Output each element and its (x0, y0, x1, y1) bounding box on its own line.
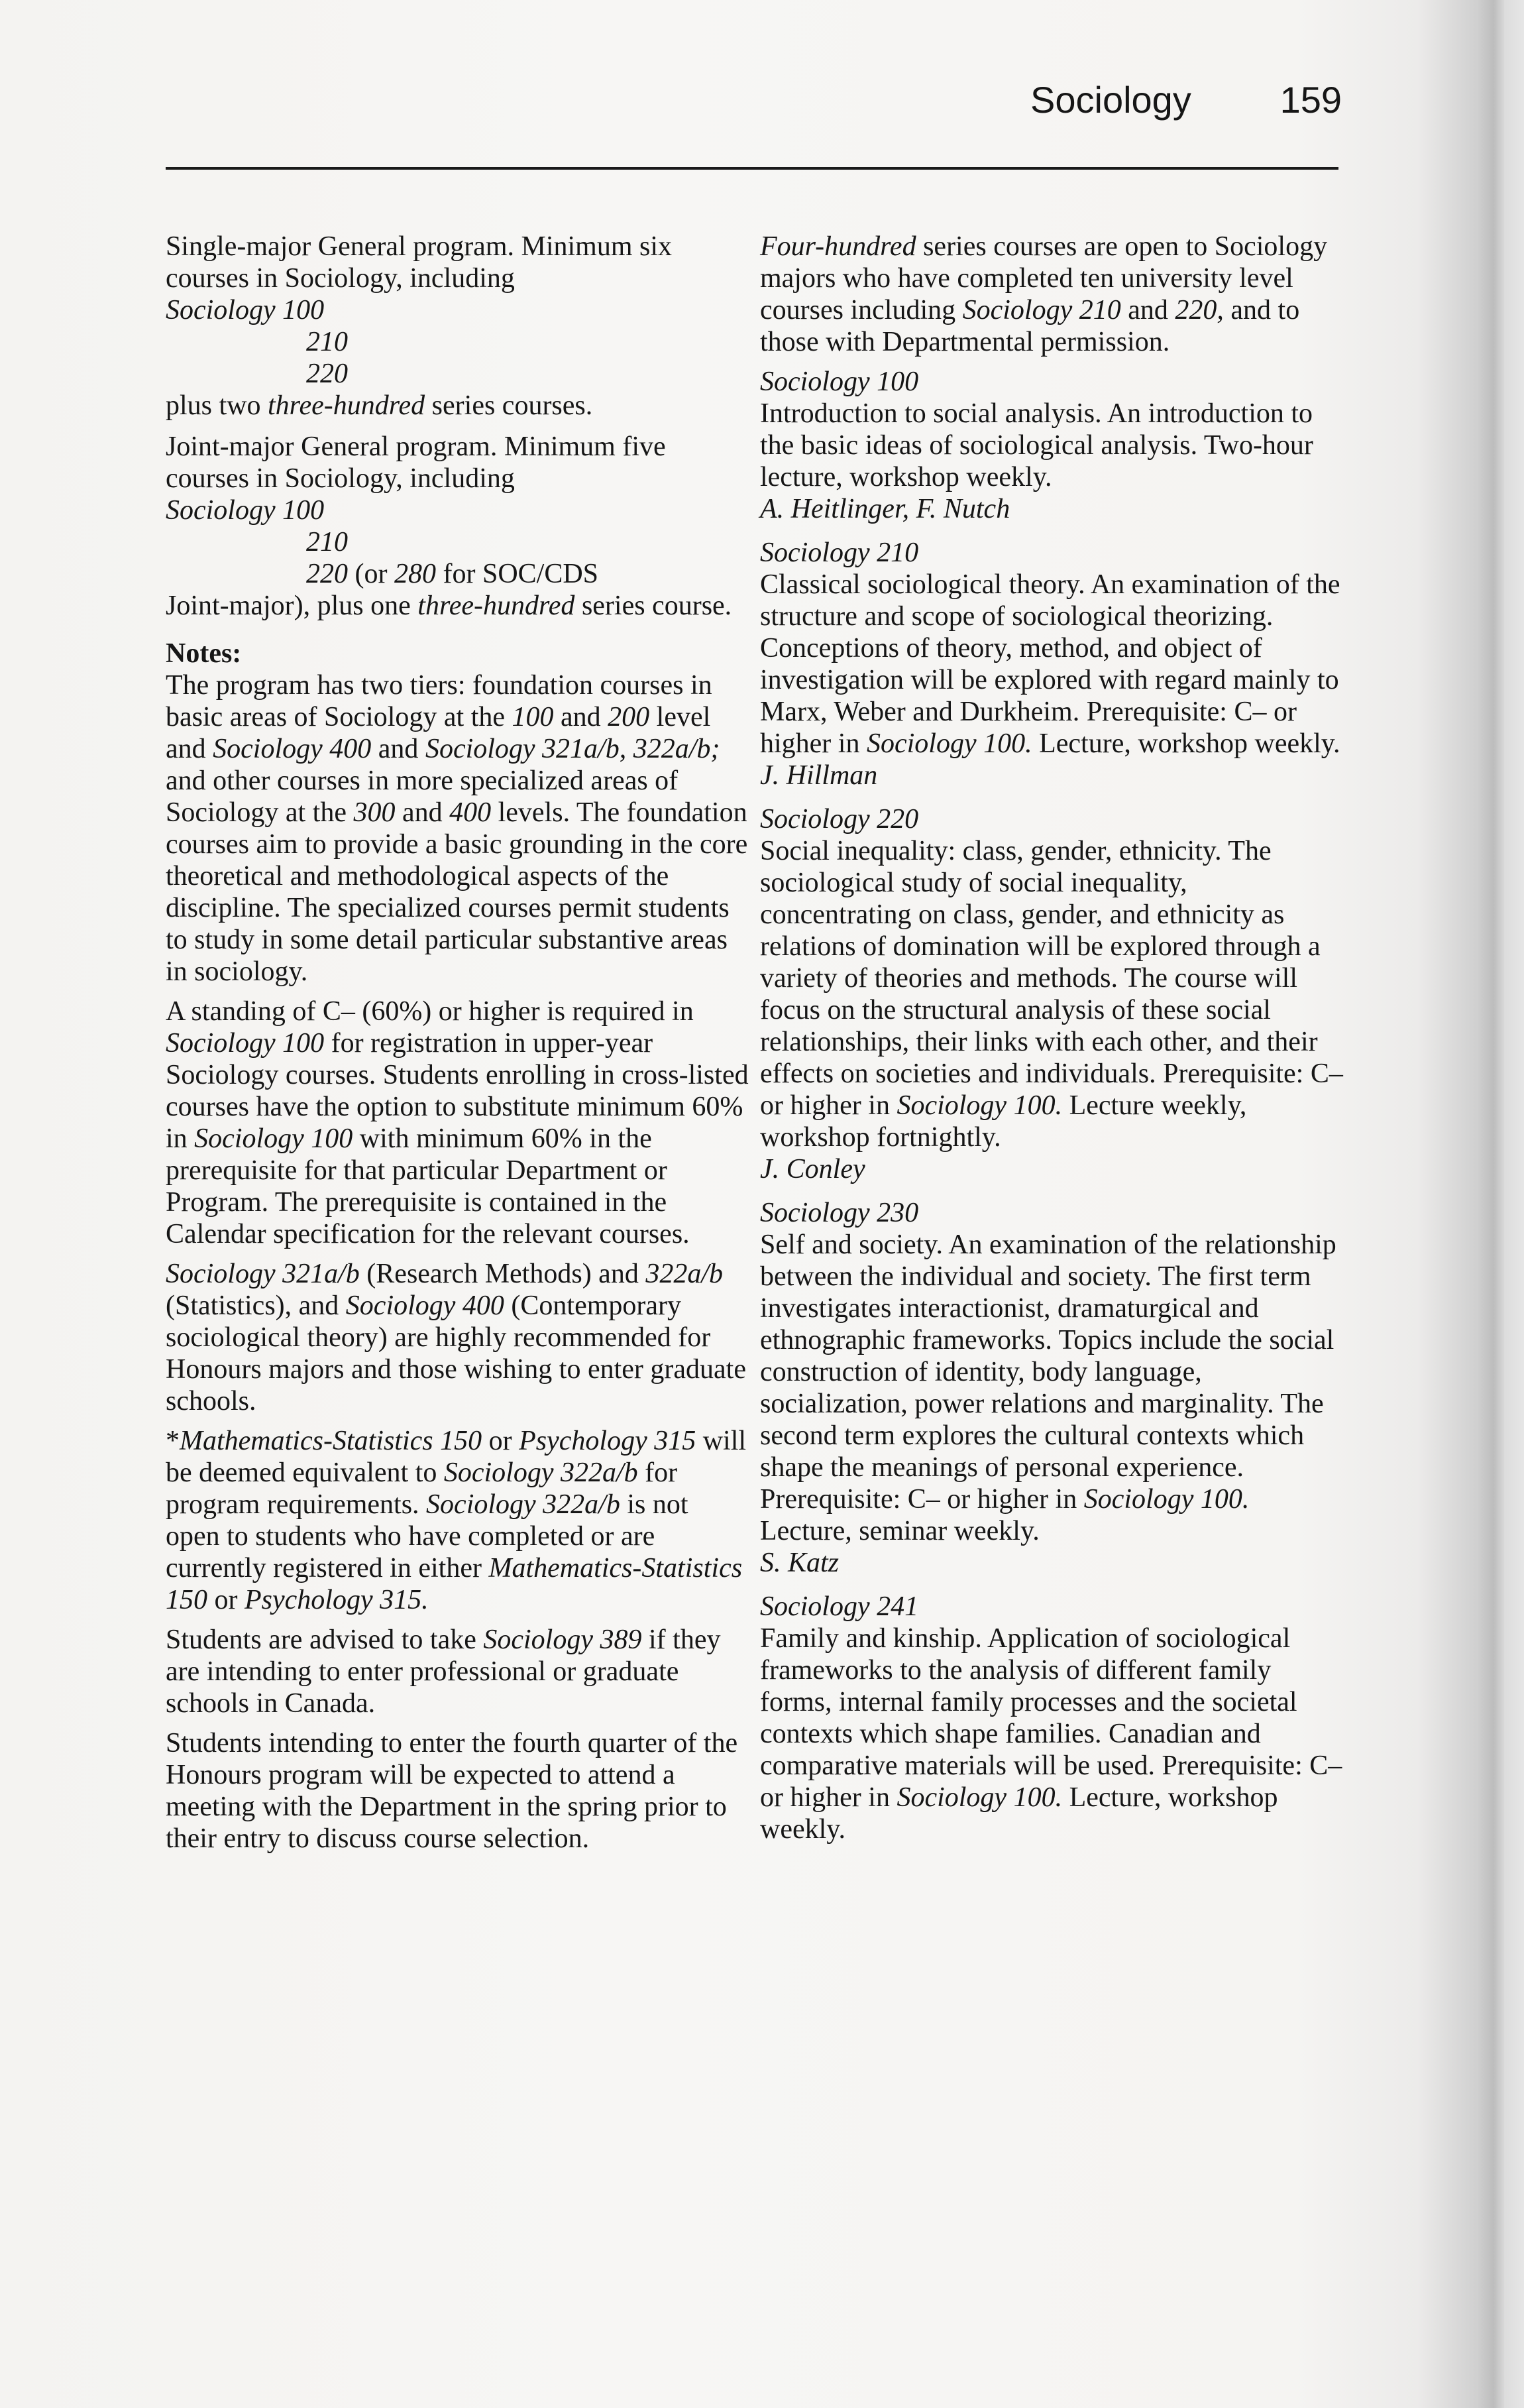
right-column (760, 231, 1343, 1857)
course-instructor: A. Heitlinger, F. Nutch (760, 494, 1010, 524)
course-title: Sociology 220 (760, 804, 919, 834)
single-major-plus: plus two three-hundred series courses. (166, 390, 593, 421)
course-entry (760, 537, 1343, 791)
notes-heading: Notes: (166, 638, 242, 669)
course-description: Introduction to social analysis. An introduction to the basic ideas of sociological analysis. Two-hour lecture, workshop weekly. (760, 398, 1313, 492)
single-major-course-100: Sociology 100 (166, 295, 325, 325)
course-entry (760, 366, 1343, 525)
joint-major-course-100: Sociology 100 (166, 495, 325, 526)
single-major-program (166, 231, 749, 422)
left-column (166, 231, 749, 1863)
course-description: Self and society. An examination of the relationship between the individual and society. The first term investigates interactionist, dramaturgical and ethnographic frameworks. Topics include the social construction of identity, body language, socialization, power relations and marginality. The second term explores the cultural contexts which shape the meanings of personal experience. Prerequisite: C– or higher in Sociology 100. Lecture, seminar weekly. (760, 1230, 1336, 1546)
course-instructor: J. Hillman (760, 760, 878, 791)
joint-major-intro: Joint-major General program. Minimum five courses in Sociology, including (166, 431, 666, 494)
page-number: 159 (1279, 79, 1342, 121)
course-description: Family and kinship. Application of sociological frameworks to the analysis of different family forms, internal family processes and the societal contexts which shape families. Canadian and comparative materials will be used. Prerequisite: C– or higher in Sociology 100. Lecture, workshop weekly. (760, 1623, 1342, 1845)
course-title: Sociology 100 (760, 367, 919, 397)
course-entry (760, 803, 1343, 1185)
notes-paragraph-recommended: Sociology 321a/b (Research Methods) and 322a/b (Statistics), and Sociology 400 (Contemporary sociological theory) are highly recommended for Honours majors and those wishing to enter graduate schools. (166, 1259, 746, 1416)
course-title: Sociology 230 (760, 1198, 919, 1228)
notes-paragraph-advice: Students are advised to take Sociology 389 if they are intending to enter professional or graduate schools in Canada. (166, 1625, 721, 1719)
page-edge-shadow (1478, 0, 1504, 2408)
course-description: Classical sociological theory. An examination of the structure and scope of sociological theorizing. Conceptions of theory, method, and object of investigation will be explored with regard mainly to Marx, Weber and Durkheim. Prerequisite: C– or higher in Sociology 100. Lecture, workshop weekly. (760, 569, 1340, 759)
running-header (1030, 78, 1342, 138)
single-major-course-210: 210 (306, 327, 348, 357)
notes-paragraph-equivalence: *Mathematics-Statistics 150 or Psychology 315 will be deemed equivalent to Sociology 322a/b for program requirements. Sociology 322a/b is not open to students who have completed or are currently registered in either Mathematics-Statistics 150 or Psychology 315. (166, 1426, 747, 1615)
course-description: Social inequality: class, gender, ethnicity. The sociological study of social inequality, concentrating on class, gender, and ethnicity as relations of domination will be explored through a variety of theories and methods. The course will focus on the structural analysis of these social relationships, their links with each other, and their effects on societies and individuals. Prerequisite: C– or higher in Sociology 100. Lecture weekly, workshop fortnightly. (760, 836, 1343, 1153)
course-entry (760, 1197, 1343, 1579)
course-entry (760, 1591, 1343, 1845)
course-instructor: S. Katz (760, 1548, 840, 1578)
single-major-intro: Single-major General program. Minimum six courses in Sociology, including (166, 231, 673, 294)
notes-paragraph-standing: A standing of C– (60%) or higher is required in Sociology 100 for registration in upper-year Sociology courses. Students enrolling in cross-listed courses have the option to substitute minimum 60% in Sociology 100 with minimum 60% in the prerequisite for that particular Department or Program. The prerequisite is contained in the Calendar specification for the relevant courses. (166, 996, 749, 1249)
notes-paragraph-tiers: The program has two tiers: foundation courses in basic areas of Sociology at the 100 and 200 level and Sociology 400 and Sociology 321a/b, 322a/b; and other courses in more specialized areas of Sociology at the 300 and 400 levels. The foundation courses aim to provide a basic grounding in the core theoretical and methodological aspects of the discipline. The specialized courses permit students to study in some detail particular substantive areas in sociology. (166, 670, 748, 987)
four-hundred-note: Four-hundred series courses are open to Sociology majors who have completed ten university level courses including Sociology 210 and 220, and to those with Departmental permission. (760, 231, 1328, 357)
course-instructor: J. Conley (760, 1154, 865, 1184)
course-title: Sociology 241 (760, 1591, 919, 1622)
section-title: Sociology (1030, 79, 1191, 121)
course-title: Sociology 210 (760, 538, 919, 568)
notes-paragraph-honours: Students intending to enter the fourth quarter of the Honours program will be expected to attend a meeting with the Department in the spring prior to their entry to discuss course selection. (166, 1728, 738, 1854)
single-major-course-220: 220 (306, 359, 348, 389)
joint-major-program (166, 431, 749, 622)
header-rule (166, 167, 1338, 170)
joint-major-tail: Joint-major), plus one three-hundred series course. (166, 591, 732, 621)
joint-major-course-210: 210 (306, 527, 348, 557)
joint-major-course-220: 220 (or 280 for SOC/CDS (306, 559, 599, 589)
